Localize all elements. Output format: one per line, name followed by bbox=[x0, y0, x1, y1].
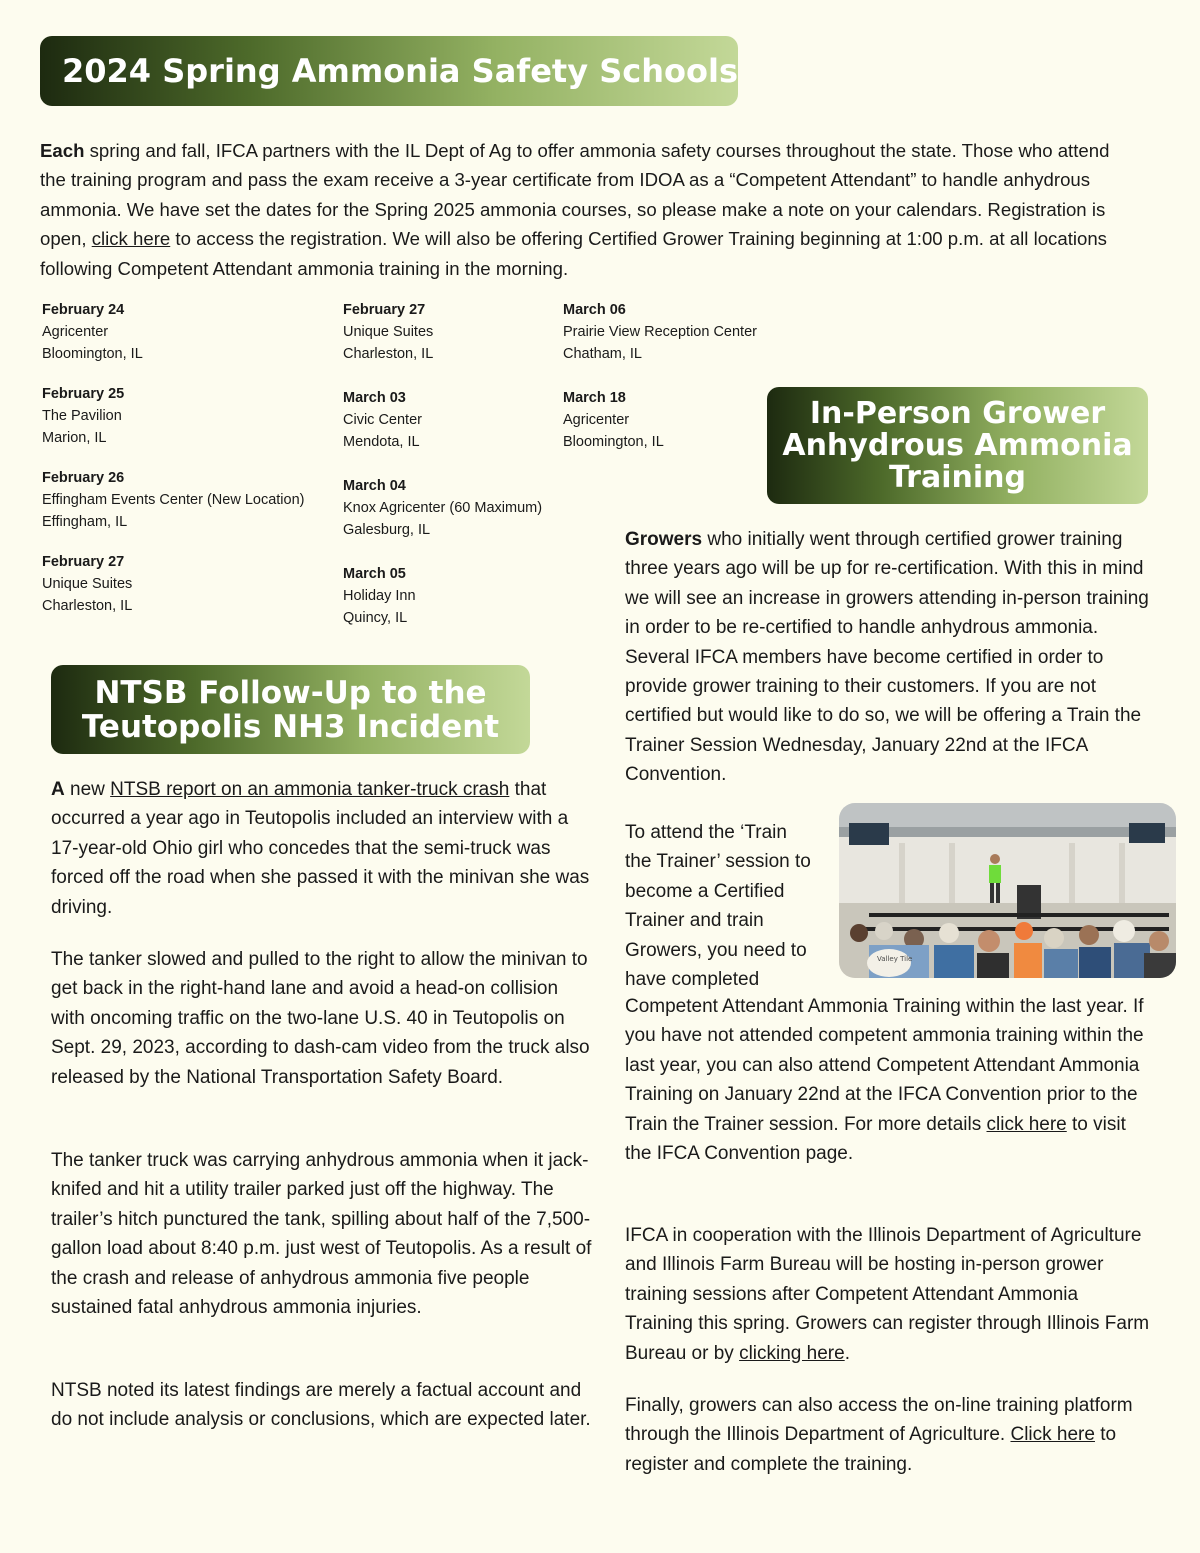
ntsb-lead: A bbox=[51, 779, 65, 800]
ntsb-banner bbox=[51, 665, 530, 754]
intro-paragraph bbox=[40, 136, 1140, 283]
registration-link[interactable]: click here bbox=[91, 228, 171, 250]
schedule-venue: Agricenter bbox=[42, 324, 109, 340]
grower-text: Competent Attendant Ammonia Training within the last year. If you have not attended competent ammonia training within the last year, you can also attend Competent Attendant Ammonia Training on January 22nd at the IFCA Convention prior to the Train the Trainer session. For more details bbox=[625, 996, 1144, 1135]
schedule-venue: Unique Suites bbox=[42, 576, 133, 592]
ntsb-paragraph: NTSB noted its latest findings are merely a factual account and do not include analysis or conclusions, which are expected later. bbox=[51, 1380, 591, 1431]
schedule-item bbox=[42, 551, 132, 617]
schedule-date: March 03 bbox=[343, 390, 406, 406]
schedule-date: March 18 bbox=[563, 390, 626, 406]
schedule-date: February 25 bbox=[42, 386, 125, 402]
grower-text: to visit the IFCA Convention page. bbox=[625, 1113, 1126, 1165]
grower-text: IFCA in cooperation with the Illinois Department of Agriculture and Illinois Farm Bureau will be hosting in-person grower training sessions after Competent Attendant Ammonia Training this spring. Growers can register through Illinois Farm Bureau or by bbox=[625, 1225, 1150, 1364]
grower-title-line: Anhydrous Ammonia bbox=[782, 427, 1133, 463]
grower-paragraph bbox=[625, 992, 1150, 1168]
grower-title-line: In-Person Grower bbox=[809, 395, 1106, 431]
schedule-city: Effingham, IL bbox=[42, 514, 128, 530]
schedule-city: Galesburg, IL bbox=[343, 522, 431, 538]
schedule-date: March 04 bbox=[343, 478, 406, 494]
schedule-date: March 05 bbox=[343, 566, 406, 582]
schedule-venue: The Pavilion bbox=[42, 408, 122, 424]
grower-title-line: Training bbox=[889, 459, 1026, 495]
page-title-banner bbox=[40, 36, 738, 106]
schedule-date: March 06 bbox=[563, 302, 626, 318]
intro-lead: Each bbox=[40, 140, 85, 161]
schedule-venue: Agricenter bbox=[563, 412, 630, 428]
schedule-item bbox=[42, 383, 124, 449]
ntsb-paragraph: The tanker truck was carrying anhydrous ammonia when it jack-knifed and hit a utility trailer parked just off the highway. The trailer’s hitch punctured the tank, spilling about half of the 7,500-gallon load about 8:40 p.m. just west of Teutopolis. As a result of the crash and release of anhydrous ammonia five people sustained fatal anhydrous ammonia injuries. bbox=[51, 1150, 592, 1319]
ntsb-report-link[interactable]: NTSB report on an ammonia tanker-truck crash bbox=[110, 779, 510, 800]
schedule-item bbox=[42, 299, 143, 365]
schedule-date: February 26 bbox=[42, 470, 125, 486]
page-title: 2024 Spring Ammonia Safety Schools bbox=[62, 52, 738, 90]
schedule-date: February 27 bbox=[343, 302, 426, 318]
grower-paragraph bbox=[625, 1221, 1150, 1368]
photo-hat-text: Valley Tile bbox=[877, 955, 913, 963]
grower-text: become a Certified bbox=[625, 880, 785, 902]
ntsb-text: new bbox=[64, 779, 111, 800]
schedule-city: Mendota, IL bbox=[343, 434, 420, 450]
schedule-venue: Knox Agricenter (60 Maximum) bbox=[343, 500, 543, 516]
schedule-city: Marion, IL bbox=[42, 430, 107, 446]
schedule-item bbox=[343, 299, 433, 365]
grower-text: the Trainer’ session to bbox=[625, 851, 811, 873]
grower-lead: Growers bbox=[625, 529, 703, 550]
schedule-venue: Effingham Events Center (New Location) bbox=[42, 492, 305, 508]
schedule-city: Bloomington, IL bbox=[563, 434, 664, 450]
intro-text-1: spring and fall, IFCA partners with the IL Dept of Ag to offer ammonia safety courses throughout the state. Those who attend the training program and pass the exam receive a 3-year certificate from IDOA as a “Competent Attendant” to handle anhydrous ammonia. We have set the dates for the Spring 2025 ammonia courses, so please make a note on your calendars. Registration is open, bbox=[40, 140, 1110, 250]
ntsb-paragraph bbox=[51, 775, 597, 922]
ntsb-text: that occurred a year ago in Teutopolis included an interview with a 17-year-old Ohio girl who concedes that the semi-truck was forced off the road when she passed it with the minivan she was driving. bbox=[51, 779, 590, 918]
schedule-item bbox=[563, 299, 757, 365]
ntsb-title-line: NTSB Follow-Up to the bbox=[94, 674, 487, 711]
farm-bureau-link[interactable]: clicking here bbox=[739, 1342, 845, 1364]
ntsb-title-line: Teutopolis NH3 Incident bbox=[81, 708, 500, 745]
training-session-photo bbox=[839, 803, 1176, 978]
schedule-item bbox=[343, 563, 416, 629]
schedule-item bbox=[42, 467, 304, 533]
schedule-date: February 27 bbox=[42, 554, 125, 570]
grower-text: who initially went through certified grower training three years ago will be up for re-certification. With this in mind we will see an increase in growers attending in-person training in order to be re-certified to handle anhydrous ammonia. Several IFCA members have become certified in order to provide grower training to their customers. If you are not certified but would like to do so, we will be offering a Train the Trainer Session Wednesday, January 22nd at the IFCA Convention. bbox=[625, 529, 1149, 786]
online-training-link[interactable]: Click here bbox=[1010, 1424, 1095, 1446]
schedule-city: Charleston, IL bbox=[42, 598, 133, 614]
intro-text-2: to access the registration. We will also be offering Certified Grower Training beginning at 1:00 p.m. at all locations following Competent Attendant ammonia training in the morning. bbox=[40, 228, 1107, 279]
grower-text: Growers, you need to bbox=[625, 939, 807, 961]
schedule-city: Chatham, IL bbox=[563, 346, 642, 362]
grower-paragraph bbox=[625, 525, 1150, 790]
schedule-city: Bloomington, IL bbox=[42, 346, 143, 362]
schedule-city: Charleston, IL bbox=[343, 346, 434, 362]
grower-text: Trainer and train bbox=[625, 910, 764, 932]
schedule-date: February 24 bbox=[42, 302, 125, 318]
grower-paragraph-wrap bbox=[625, 818, 835, 994]
ntsb-paragraph: The tanker slowed and pulled to the right to allow the minivan to get back in the right-hand lane and avoid a head-on collision with oncoming traffic on the two-lane U.S. 40 in Teutopolis on Sept. 29, 2023, according to dash-cam video from the truck also released by the National Transportation Safety Board. bbox=[51, 949, 590, 1088]
grower-text: To attend the ‘Train bbox=[625, 822, 787, 843]
schedule-venue: Holiday Inn bbox=[343, 588, 416, 604]
schedule-venue: Prairie View Reception Center bbox=[563, 324, 757, 340]
schedule-city: Quincy, IL bbox=[343, 610, 408, 626]
grower-text: have completed bbox=[625, 969, 760, 991]
schedule-item bbox=[563, 387, 664, 453]
grower-text: Finally, growers can also access the on-line training platform through the Illinois Department of Agriculture. bbox=[625, 1395, 1133, 1446]
grower-text: to register and complete the training. bbox=[625, 1424, 1117, 1475]
convention-link[interactable]: click here bbox=[986, 1113, 1067, 1135]
grower-training-banner bbox=[767, 387, 1148, 504]
schedule-item bbox=[343, 475, 542, 541]
grower-paragraph bbox=[625, 1391, 1150, 1479]
schedule-item bbox=[343, 387, 422, 453]
grower-text: . bbox=[844, 1342, 850, 1364]
schedule-venue: Unique Suites bbox=[343, 324, 434, 340]
schedule-venue: Civic Center bbox=[343, 412, 422, 428]
